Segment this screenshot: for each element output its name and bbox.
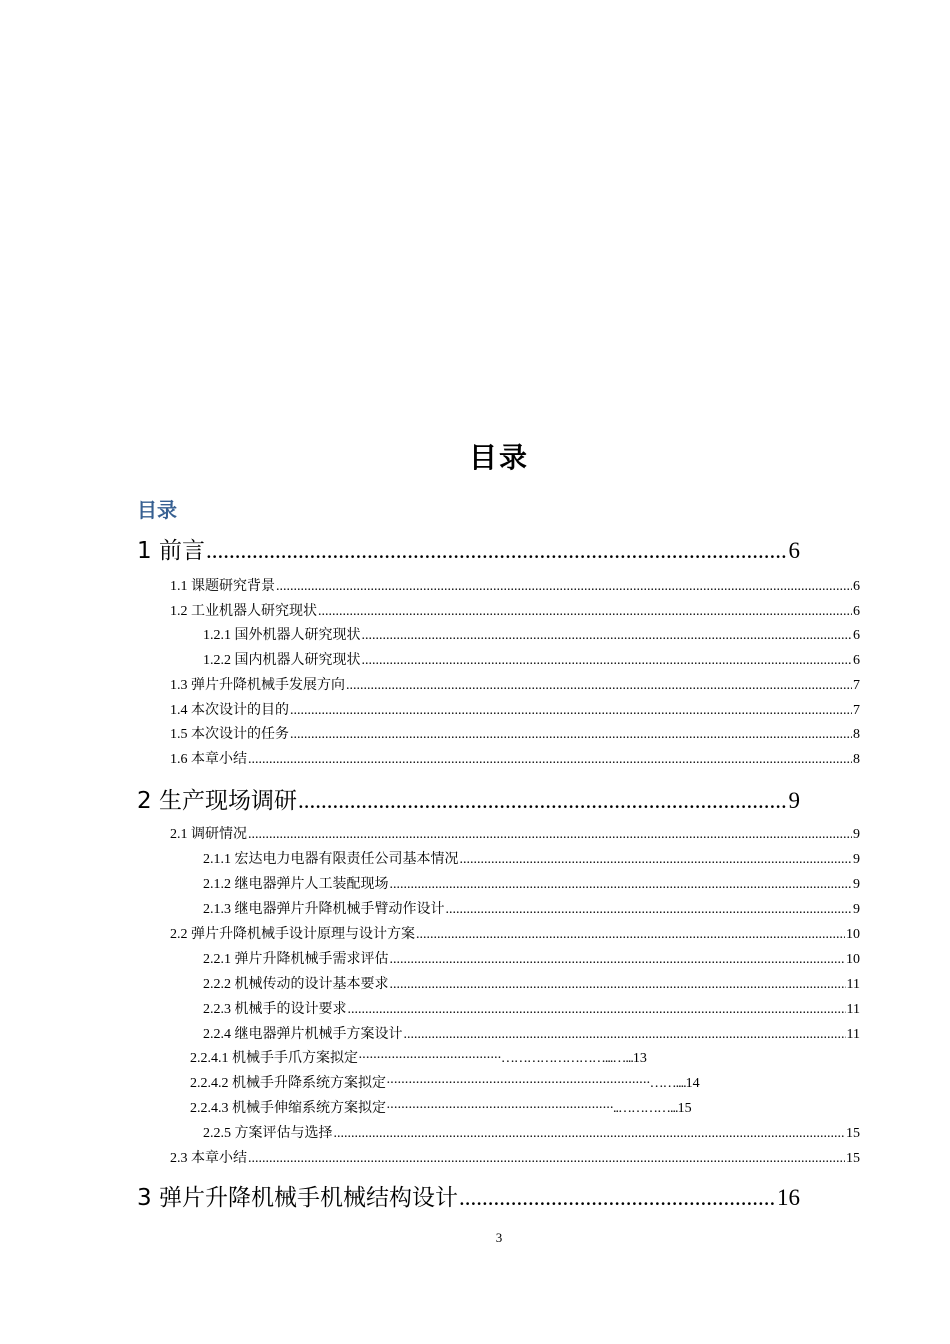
toc-entry-page: 15 (846, 1126, 860, 1141)
toc-entry-page: 10 (846, 927, 860, 942)
toc-entry[interactable] (170, 723, 860, 743)
toc-entry-page: 6 (853, 579, 860, 594)
page-number: 3 (495, 1230, 503, 1245)
toc-entry-label: 1.2.2 国内机器人研究现状 (203, 653, 361, 668)
toc-entry-label: 2.1.3 继电器弹片升降机械手臂动作设计 (203, 902, 445, 917)
toc-entry-label: 2.2.1 弹片升降机械手需求评估 (203, 952, 389, 967)
toc-entry-label: 2.2.4.3 机械手伸缩系统方案拟定 (190, 1101, 386, 1116)
dot-leader (206, 538, 788, 564)
toc-entry-page: 15 (846, 1151, 860, 1166)
toc-entry-page: 9 (788, 788, 800, 813)
toc-entry-page: 11 (846, 1002, 860, 1017)
toc-entry-page: 9 (853, 852, 860, 867)
toc-entry-page: 6 (788, 538, 800, 563)
toc-entry[interactable] (203, 1122, 860, 1142)
toc-entry-page: 7 (853, 678, 860, 693)
toc-entry-page: 6 (853, 628, 860, 643)
toc-entry-page: 6 (853, 653, 860, 668)
dot-leader (290, 703, 852, 719)
toc-entry[interactable] (190, 1097, 692, 1117)
toc-entry-page: 10 (846, 952, 860, 967)
toc-entry-label: 1.1 课题研究背景 (170, 579, 275, 594)
dot-leader (248, 827, 852, 843)
toc-entry[interactable] (203, 898, 860, 918)
toc-entry-label: 2.3 本章小结 (170, 1151, 247, 1166)
dot-leader (390, 877, 853, 893)
toc-entry-label: 2.1 调研情况 (170, 827, 247, 842)
dot-leader (248, 1151, 845, 1167)
dot-leader (362, 628, 853, 644)
toc-entry[interactable] (170, 923, 860, 943)
toc-entry[interactable] (190, 1072, 700, 1092)
toc-entry-page: 11 (846, 1027, 860, 1042)
toc-heading[interactable]: 目录 (137, 498, 177, 522)
toc-entry-page: 13 (632, 1051, 647, 1066)
toc-entry[interactable] (137, 1179, 800, 1212)
toc-entry-page: 14 (685, 1076, 700, 1091)
toc-entry-page: 9 (853, 877, 860, 892)
toc-entry-label: 2.1.1 宏达电力电器有限责任公司基本情况 (203, 852, 459, 867)
toc-entry-label: 1.5 本次设计的任务 (170, 727, 289, 742)
toc-entry-page: 7 (853, 703, 860, 718)
page-title: 目录 (468, 441, 529, 474)
toc-entry-page: 16 (777, 1185, 800, 1210)
toc-entry[interactable] (203, 848, 860, 868)
dot-leader (390, 977, 846, 993)
toc-entry[interactable] (203, 873, 860, 893)
dot-leader (390, 952, 846, 968)
toc-entry-label: 1.2 工业机器人研究现状 (170, 604, 317, 619)
toc-entry-label: 1.6 本章小结 (170, 752, 247, 767)
dot-leader (348, 1002, 846, 1018)
dot-leader (346, 678, 852, 694)
dot-leader (318, 604, 852, 620)
dot-leader (248, 752, 852, 768)
toc-entry-label: 2.2.2 机械传动的设计基本要求 (203, 977, 389, 992)
toc-entry-label: 2.2 弹片升降机械手设计原理与设计方案 (170, 927, 415, 942)
toc-entry-page: 9 (853, 827, 860, 842)
toc-entry[interactable] (137, 782, 800, 815)
toc-entry[interactable] (170, 748, 860, 768)
toc-entry-label: 2.1.2 继电器弹片人工装配现场 (203, 877, 389, 892)
toc-entry[interactable] (203, 998, 860, 1018)
toc-entry[interactable] (203, 973, 860, 993)
toc-entry-label: 1 前言 (137, 538, 205, 564)
toc-entry-label: 1.3 弹片升降机械手发展方向 (170, 678, 345, 693)
dot-leader: ······························································..…………... (386, 1101, 678, 1116)
dot-leader (404, 1027, 846, 1043)
toc-entry-label: 2.2.4 继电器弹片机械手方案设计 (203, 1027, 403, 1042)
dot-leader (334, 1126, 846, 1142)
toc-entry-label: 3 弹片升降机械手机械结构设计 (137, 1185, 458, 1211)
toc-entry[interactable] (203, 1023, 860, 1043)
toc-entry-label: 2.2.4.1 机械手手爪方案拟定 (190, 1051, 358, 1066)
toc-entry[interactable] (170, 575, 860, 595)
toc-entry[interactable] (190, 1047, 647, 1067)
toc-entry[interactable] (137, 532, 800, 565)
toc-entry-page: 11 (846, 977, 860, 992)
toc-entry-label: 2 生产现场调研 (137, 788, 297, 814)
toc-entry-page: 8 (853, 727, 860, 742)
toc-entry-label: 2.2.5 方案评估与选择 (203, 1126, 333, 1141)
toc-entry-label: 1.4 本次设计的目的 (170, 703, 289, 718)
toc-entry[interactable] (170, 600, 860, 620)
dot-leader (459, 1185, 776, 1211)
dot-leader (298, 788, 788, 814)
toc-entry-page: 8 (853, 752, 860, 767)
dot-leader (416, 927, 845, 943)
dot-leader (460, 852, 853, 868)
dot-leader (276, 579, 852, 595)
toc-entry-page: 6 (853, 604, 860, 619)
dot-leader: ········································································…….... (386, 1076, 686, 1091)
toc-entry[interactable] (170, 1147, 860, 1167)
toc-entry[interactable] (203, 624, 860, 644)
toc-entry[interactable] (170, 699, 860, 719)
dot-leader (362, 653, 853, 669)
toc-entry[interactable] (203, 649, 860, 669)
toc-entry-label: 2.2.4.2 机械手升降系统方案拟定 (190, 1076, 386, 1091)
toc-entry[interactable] (203, 948, 860, 968)
dot-leader (290, 727, 852, 743)
toc-entry[interactable] (170, 674, 860, 694)
dot-leader: ·······································……………………...…... (358, 1051, 633, 1066)
toc-entry-page: 15 (677, 1101, 692, 1116)
toc-entry-page: 9 (853, 902, 860, 917)
toc-entry[interactable] (170, 823, 860, 843)
dot-leader (446, 902, 853, 918)
toc-entry-label: 1.2.1 国外机器人研究现状 (203, 628, 361, 643)
toc-entry-label: 2.2.3 机械手的设计要求 (203, 1002, 347, 1017)
